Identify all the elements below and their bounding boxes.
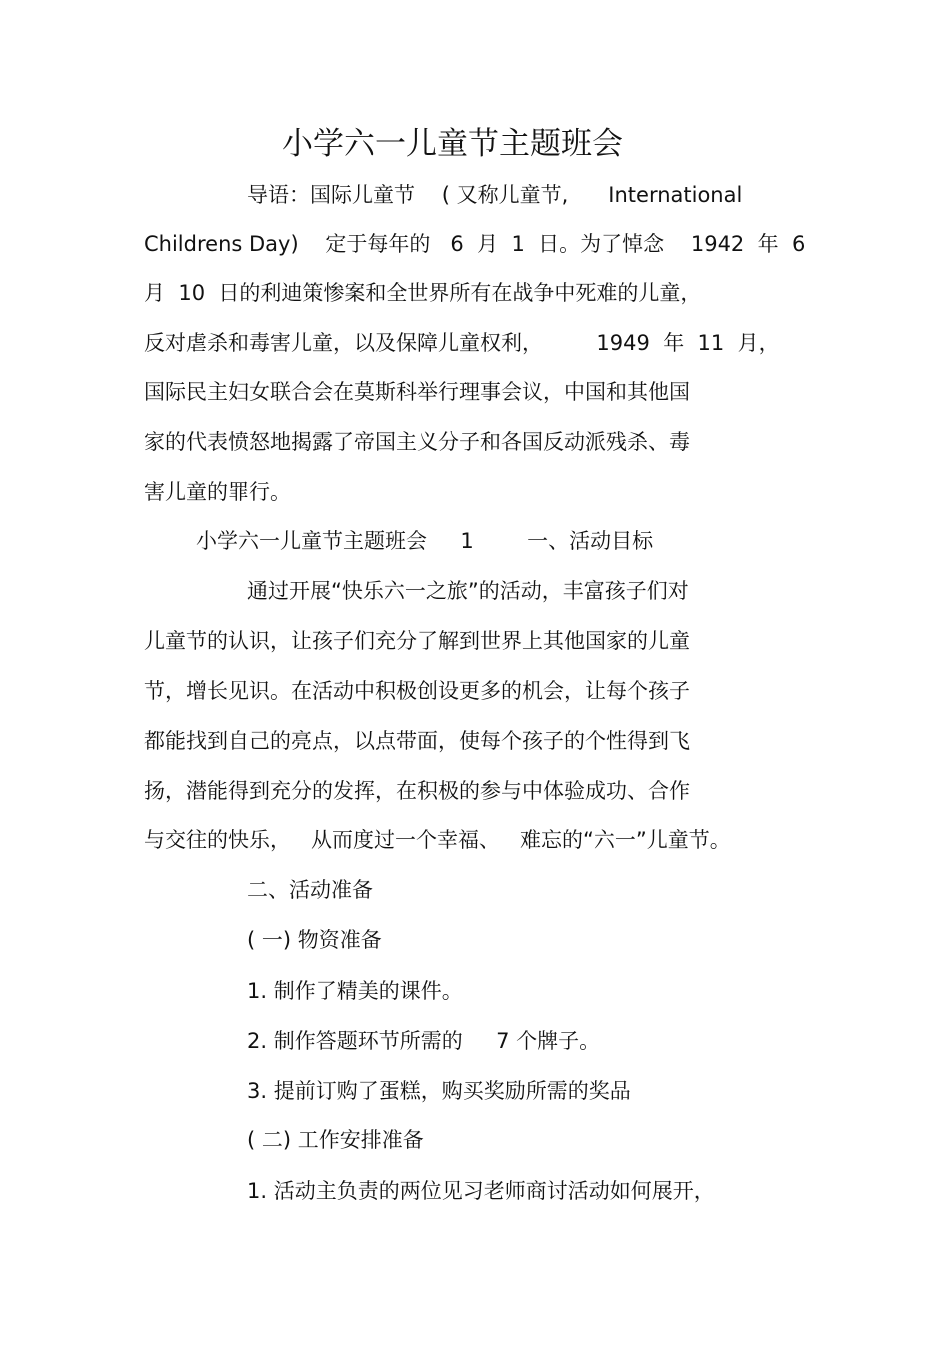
text-line: 国际民主妇女联合会在莫斯科举行理事会议，中国和其他国 [144, 380, 690, 404]
text-line: 与交往的快乐， 从而度过一个幸福、 难忘的“六一”儿童节。 [144, 828, 731, 852]
text-line: 通过开展“快乐六一之旅”的活动，丰富孩子们对 [247, 579, 689, 603]
section-heading: 小学六一儿童节主题班会 1 一、活动目标 [196, 529, 654, 553]
list-item: 1. 制作了精美的课件。 [247, 979, 463, 1003]
text-line: 都能找到自己的亮点，以点带面，使每个孩子的个性得到飞 [144, 729, 690, 753]
text-line: 反对虐杀和毒害儿童，以及保障儿童权利， 1949 年 11 月， [144, 331, 780, 355]
subsection-heading: ( 一) 物资准备 [247, 928, 382, 952]
text-line: 扬，潜能得到充分的发挥，在积极的参与中体验成功、合作 [144, 779, 690, 803]
list-item: 3. 提前订购了蛋糕，购买奖励所需的奖品 [247, 1079, 631, 1103]
text-line: 导语：国际儿童节 ( 又称儿童节, International [247, 183, 743, 207]
list-item: 1. 活动主负责的两位见习老师商讨活动如何展开， [247, 1179, 715, 1203]
subsection-heading: ( 二) 工作安排准备 [247, 1128, 424, 1152]
section-heading: 二、活动准备 [247, 878, 373, 902]
document-title: 小学六一儿童节主题班会 [282, 126, 623, 162]
text-line: 害儿童的罪行。 [144, 480, 291, 504]
text-line: Childrens Day) 定于每年的 6 月 1 日。为了悼念 1942 年 6 [144, 232, 806, 256]
text-line: 儿童节的认识，让孩子们充分了解到世界上其他国家的儿童 [144, 629, 690, 653]
text-line: 家的代表愤怒地揭露了帝国主义分子和各国反动派残杀、毒 [144, 430, 690, 454]
list-item: 2. 制作答题环节所需的 7 个牌子。 [247, 1029, 601, 1053]
text-line: 节，增长见识。在活动中积极创设更多的机会，让每个孩子 [144, 679, 690, 703]
text-line: 月 10 日的利迪策惨案和全世界所有在战争中死难的儿童， [144, 281, 702, 305]
